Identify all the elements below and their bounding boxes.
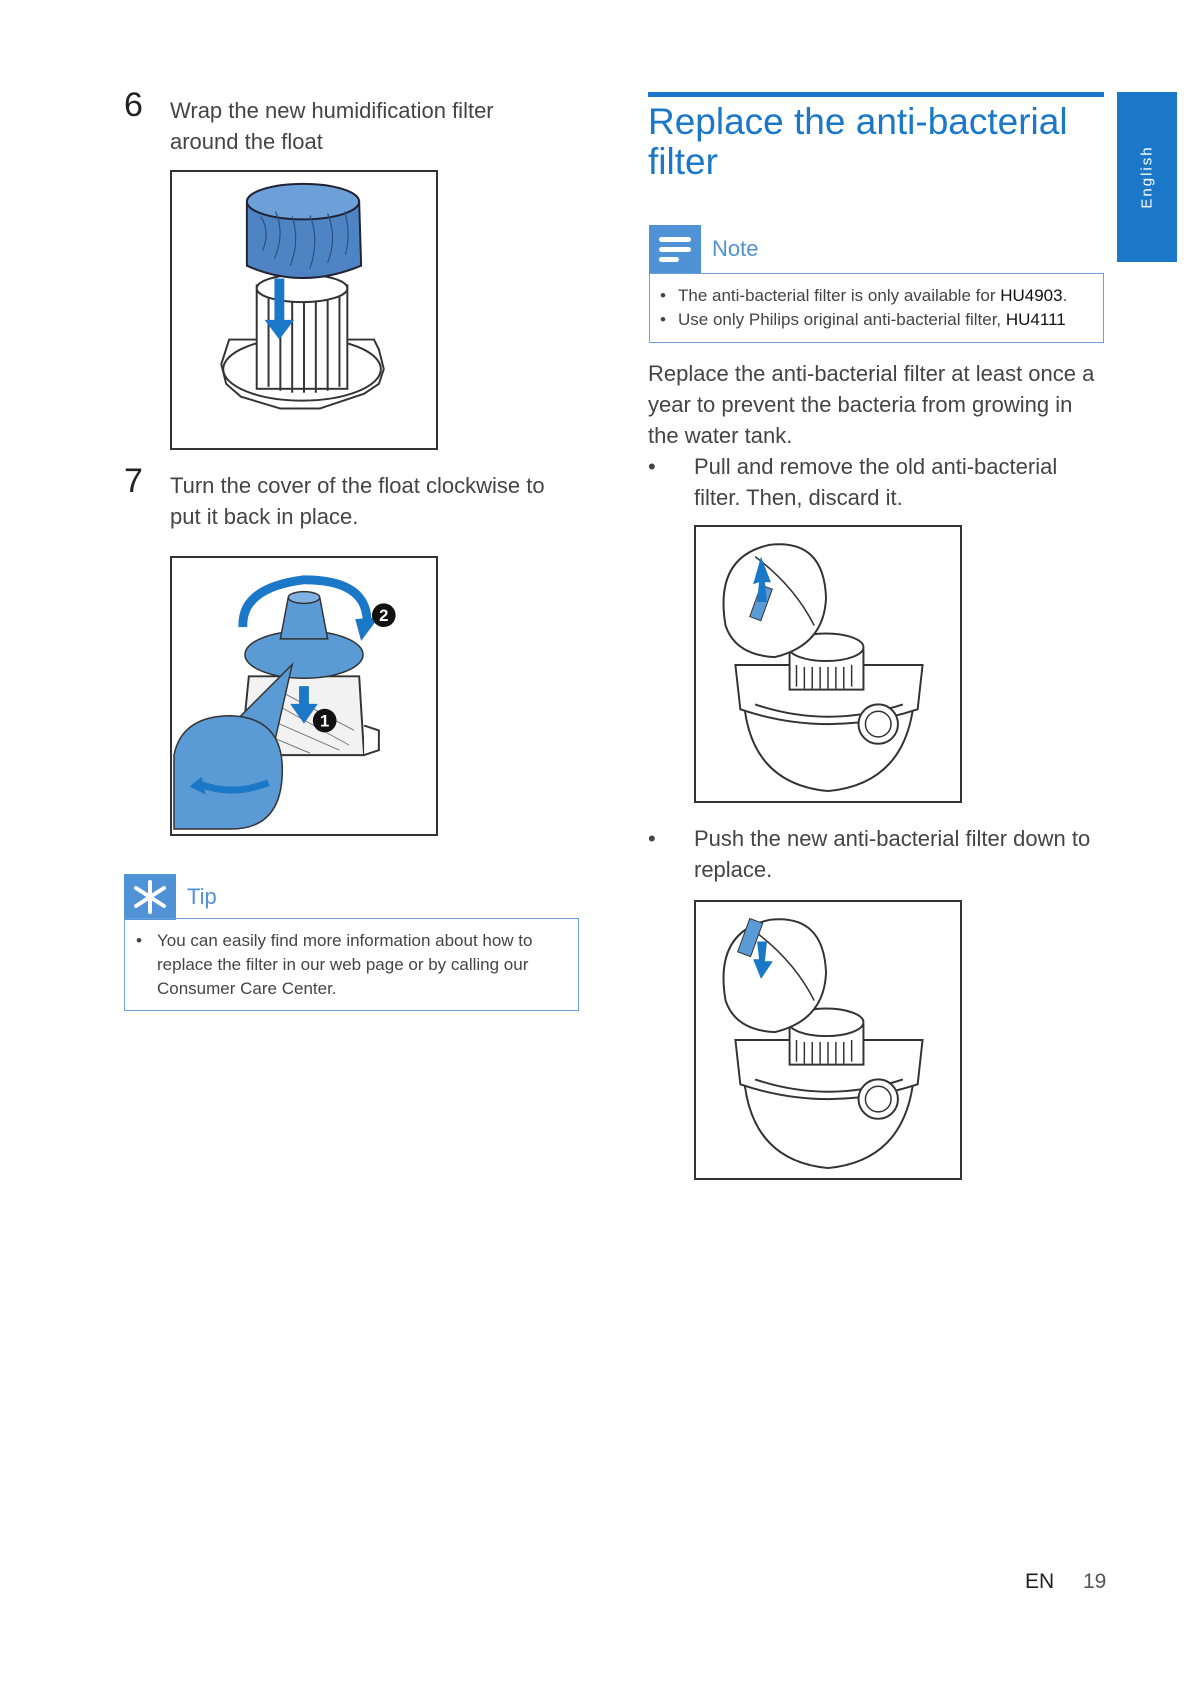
bullet-remove-filter bbox=[648, 451, 1118, 513]
intro-line3: the water tank. bbox=[648, 423, 793, 448]
section-title-line1: Replace the anti-bacterial bbox=[648, 101, 1068, 142]
push-filter-illustration bbox=[696, 902, 960, 1178]
note-icon bbox=[649, 225, 701, 273]
bullet-1-line1: Pull and remove the old anti-bacterial bbox=[694, 454, 1058, 479]
note-item-2-text: Use only Philips original anti-bacterial filter, bbox=[678, 310, 1006, 329]
step-6-text-line2: around the float bbox=[170, 129, 323, 154]
step-7-text-line1: Turn the cover of the float clockwise to bbox=[170, 473, 545, 498]
footer-language: EN bbox=[1025, 1570, 1055, 1593]
step-7-text bbox=[170, 470, 545, 532]
intro-line2: year to prevent the bacteria from growing in bbox=[648, 392, 1073, 417]
note-bullet-icon: • bbox=[660, 286, 666, 305]
wrap-filter-illustration bbox=[172, 172, 436, 448]
note-label: Note bbox=[712, 236, 759, 261]
step-6-number: 6 bbox=[124, 86, 143, 124]
note-item-1-model: HU4903 bbox=[1000, 286, 1063, 305]
intro-line1: Replace the anti-bacterial filter at least once a bbox=[648, 361, 1095, 386]
note-item-1-text: The anti-bacterial filter is only available for bbox=[678, 286, 1001, 305]
note-bullet-icon: • bbox=[660, 310, 666, 329]
figure-wrap-filter bbox=[170, 170, 438, 450]
figure-push-filter bbox=[694, 900, 962, 1180]
tip-line2: replace the filter in our web page or by calling our bbox=[157, 955, 529, 974]
remove-filter-illustration bbox=[696, 527, 960, 801]
figure-turn-cover bbox=[170, 556, 438, 836]
section-title bbox=[648, 102, 1104, 182]
step-7-number: 7 bbox=[124, 462, 143, 500]
step-7-text-line2: put it back in place. bbox=[170, 504, 359, 529]
note-item-1-end: . bbox=[1062, 286, 1068, 305]
section-title-line2: filter bbox=[648, 141, 718, 182]
tip-bullet-icon: • bbox=[136, 931, 142, 950]
intro-paragraph bbox=[648, 358, 1108, 451]
tip-label: Tip bbox=[187, 884, 217, 909]
language-tab-label: English bbox=[1138, 145, 1156, 209]
note-box bbox=[649, 273, 1104, 343]
figure-remove-filter bbox=[694, 525, 962, 803]
bullet-icon: • bbox=[648, 454, 656, 479]
bullet-2-line1: Push the new anti-bacterial filter down to bbox=[694, 826, 1091, 851]
bullet-push-filter bbox=[648, 823, 1118, 885]
note-item-2-model: HU4111 bbox=[1005, 310, 1066, 329]
bullet-icon: • bbox=[648, 826, 656, 851]
note-item-1 bbox=[660, 286, 1067, 306]
step-6-text bbox=[170, 95, 494, 157]
callout-1-label: 1 bbox=[320, 711, 330, 731]
page-number: 19 bbox=[1083, 1570, 1107, 1593]
tip-icon bbox=[124, 874, 176, 920]
callout-2-label: 2 bbox=[379, 606, 389, 626]
step-6-text-line1: Wrap the new humidification filter bbox=[170, 98, 494, 123]
bullet-1-line2: filter. Then, discard it. bbox=[694, 485, 903, 510]
bullet-2-line2: replace. bbox=[694, 857, 773, 882]
turn-cover-illustration bbox=[172, 558, 436, 834]
tip-line3: Consumer Care Center. bbox=[157, 979, 337, 998]
language-tab bbox=[1117, 92, 1177, 262]
section-title-rule bbox=[648, 92, 1104, 97]
note-item-2 bbox=[660, 310, 1066, 330]
tip-line1: You can easily find more information about how to bbox=[157, 931, 533, 950]
